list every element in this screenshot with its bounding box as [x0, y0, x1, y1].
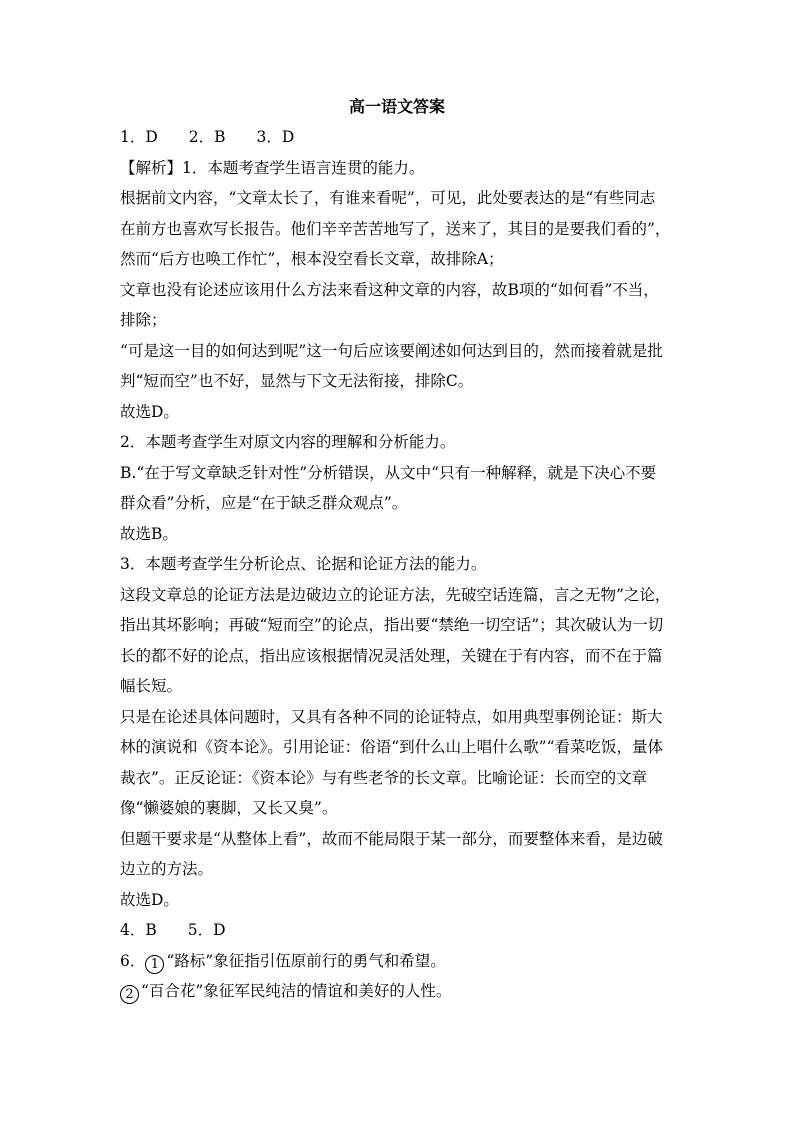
answer-line: 文章也没有论述应该用什么方法来看这种文章的内容，故B项的“如何看”不当，	[120, 280, 659, 299]
answer-line: 但题干要求是“从整体上看”，故而不能局限于某一部分，而要整体来看，是边破	[120, 829, 663, 848]
answer-line: 裁衣”。正反论证：《资本论》与有些老爷的长文章。比喻论证：长而空的文章	[120, 768, 648, 787]
answer-body	[120, 122, 676, 1007]
answer-line: 【解析】1．本题考查学生语言连贯的能力。	[120, 158, 425, 177]
answer-line: 1．D 2．B 3．D	[120, 128, 295, 146]
answer-line: 群众看”分析，应是“在于缺乏群众观点”。	[120, 494, 408, 512]
q6-item-2	[120, 976, 676, 1007]
answer-line: 林的演说和《资本论》。引用论证：俗语“到什么山上唱什么歌”“看菜吃饭，量体	[120, 738, 664, 756]
answer-line: 根据前文内容，“文章太长了，有谁来看呢”，可见，此处要表达的是“有些同志	[120, 189, 656, 207]
answer-line: 边立的方法。	[120, 860, 214, 878]
circled-number-1: 1	[145, 955, 164, 974]
answer-line: 故选D。	[120, 402, 179, 421]
answer-line: 指出其坏影响；再破“短而空”的论点，指出要“禁绝一切空话”；其次破认为一切	[120, 616, 664, 634]
answer-line: “可是这一目的如何达到呢”这一句后应该要阐述如何达到目的，然而接着就是批	[120, 341, 663, 360]
answer-line: 然而“后方也唤工作忙”，根本没空看长文章，故排除A；	[120, 250, 504, 268]
answer-line: 长的都不好的论点，指出应该根据情况灵活处理，关键在于有内容，而不在于篇	[120, 646, 663, 665]
answer-line: 判“短而空”也不好，显然与下文无法衔接，排除C。	[120, 372, 474, 390]
answer-line: 在前方也喜欢写长报告。他们辛辛苦苦地写了，送来了，其目的是要我们看的”，	[120, 219, 671, 238]
circled-number-2: 2	[120, 985, 139, 1004]
answer-line: 这段文章总的论证方法是边破边立的论证方法，先破空话连篇，言之无物”之论，	[120, 585, 671, 604]
answer-line: 3．本题考查学生分析论点、论据和论证方法的能力。	[120, 555, 487, 573]
page-title: 高一语文答案	[348, 97, 445, 116]
answer-line: 排除；	[120, 311, 167, 329]
answer-line: 幅长短。	[120, 677, 183, 695]
answer-line: 2．本题考查学生对原文内容的理解和分析能力。	[120, 433, 456, 451]
answer-line: 像“懒婆娘的裹脚，又长又臭”。	[120, 799, 338, 817]
q6-item-1-text: “路标”象征指引伍原前行的勇气和希望。	[166, 951, 446, 970]
answer-line: B.“在于写文章缺乏针对性”分析错误，从文中“只有一种解释，就是下决心不要	[120, 463, 657, 482]
answer-line: 故选B。	[120, 524, 178, 543]
q6-item-2-text: “百合花”象征军民纯洁的情谊和美好的人性。	[141, 982, 452, 1000]
q6-item-1	[120, 946, 676, 977]
answer-line: 4．B 5．D	[120, 921, 226, 939]
answer-line: 只是在论述具体问题时，又具有各种不同的论证特点，如用典型事例论证：斯大	[120, 707, 663, 726]
q6-prefix: 6．	[120, 951, 146, 970]
answer-line: 故选D。	[120, 890, 179, 909]
